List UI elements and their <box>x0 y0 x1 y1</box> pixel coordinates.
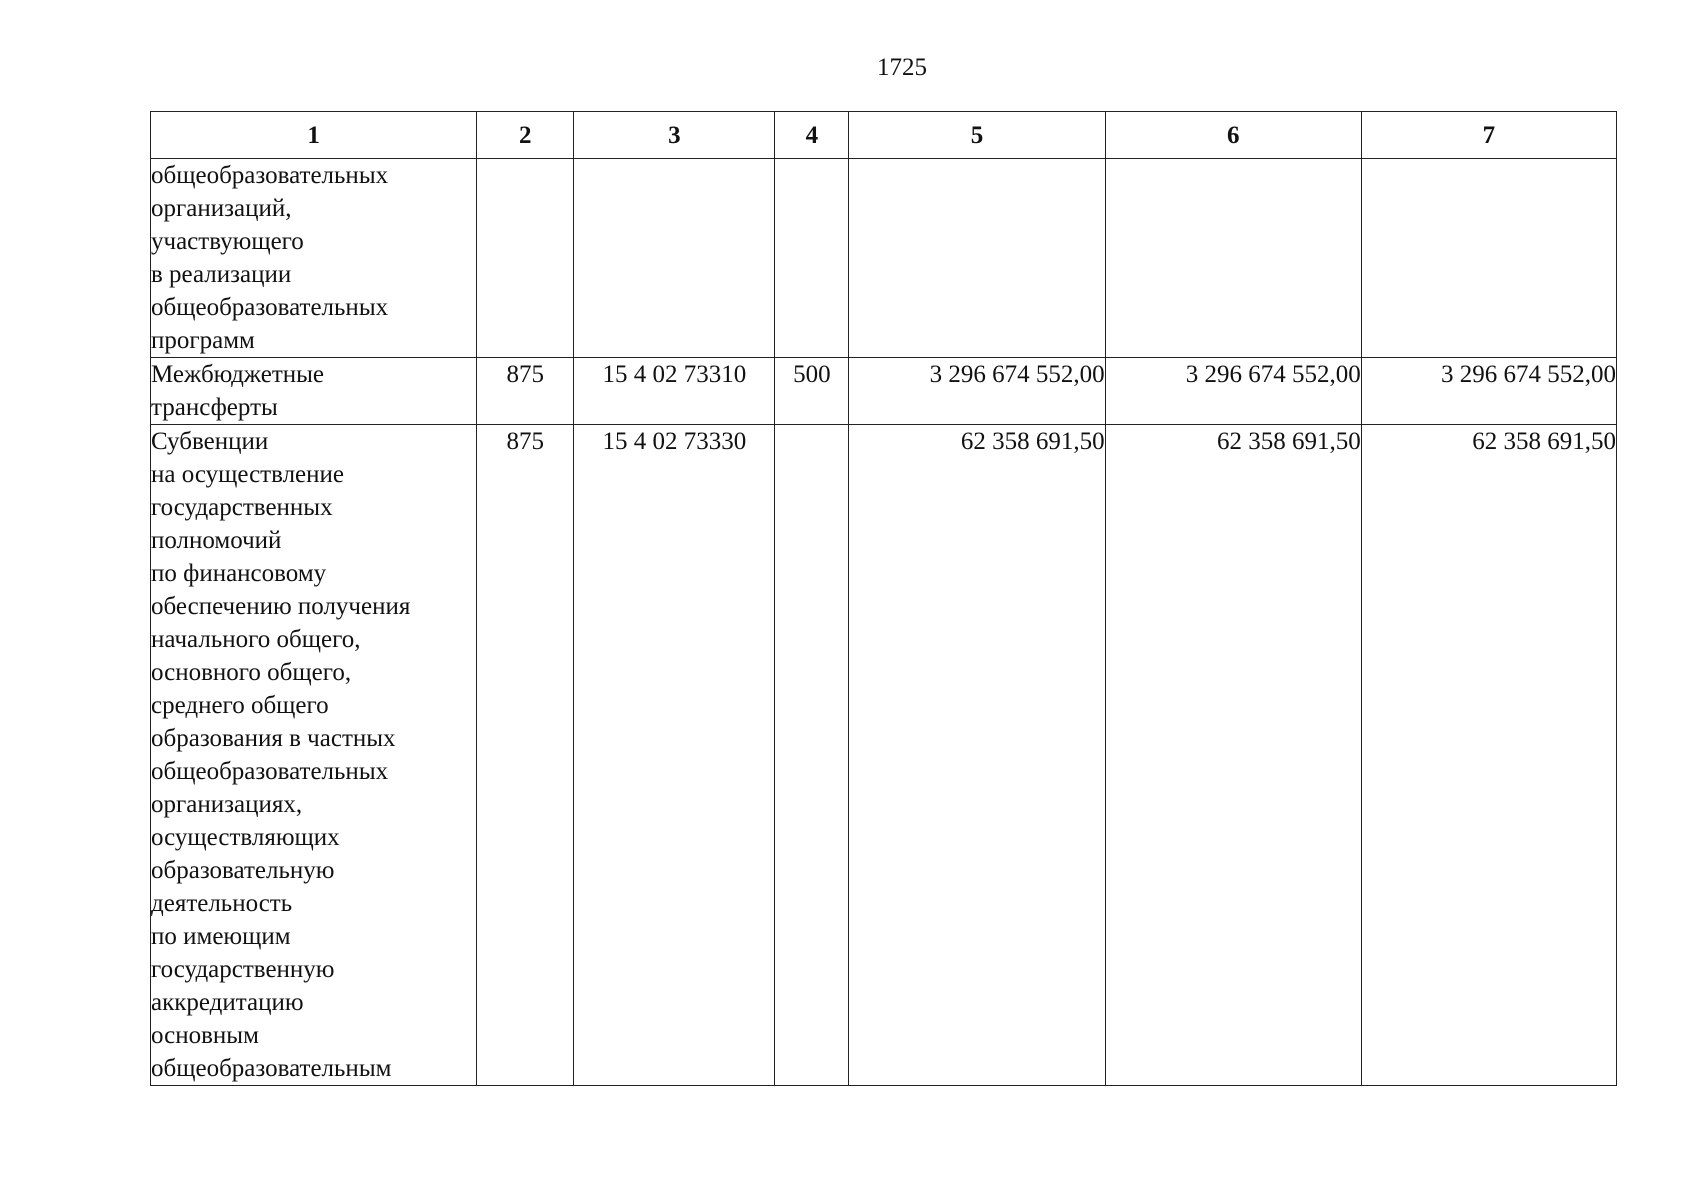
row-col-2: 875 <box>477 425 574 1086</box>
row-col-4: 500 <box>775 358 849 425</box>
row-col-6: 62 358 691,50 <box>1105 425 1361 1086</box>
row-col-4 <box>775 159 849 358</box>
row-col-6: 3 296 674 552,00 <box>1105 358 1361 425</box>
row-col-2: 875 <box>477 358 574 425</box>
header-col-2: 2 <box>477 112 574 159</box>
row-col-7: 3 296 674 552,00 <box>1361 358 1616 425</box>
header-col-5: 5 <box>849 112 1105 159</box>
header-col-7: 7 <box>1361 112 1616 159</box>
row-col-3: 15 4 02 73310 <box>574 358 775 425</box>
table-row <box>151 358 1617 425</box>
budget-table <box>150 111 1617 1086</box>
row-name: общеобразовательных организаций, участвующего в реализации общеобразовательных программ <box>151 159 477 358</box>
row-col-2 <box>477 159 574 358</box>
row-name: Субвенции на осуществление государственных полномочий по финансовому обеспечению получения начального общего, основного общего, среднего общего образования в частных общеобразовательных организациях, осуществляющих образовательную деятельность по имеющим государственную аккредитацию основным общеобразовательным <box>151 425 477 1086</box>
header-col-4: 4 <box>775 112 849 159</box>
row-col-5: 3 296 674 552,00 <box>849 358 1105 425</box>
row-col-7: 62 358 691,50 <box>1361 425 1616 1086</box>
header-col-3: 3 <box>574 112 775 159</box>
row-col-4 <box>775 425 849 1086</box>
row-col-5 <box>849 159 1105 358</box>
header-col-1: 1 <box>151 112 477 159</box>
row-name: Межбюджетные трансферты <box>151 358 477 425</box>
page-number: 1725 <box>877 54 927 81</box>
row-col-3: 15 4 02 73330 <box>574 425 775 1086</box>
row-col-7 <box>1361 159 1616 358</box>
table-row <box>151 159 1617 358</box>
row-col-5: 62 358 691,50 <box>849 425 1105 1086</box>
row-col-3 <box>574 159 775 358</box>
header-col-6: 6 <box>1105 112 1361 159</box>
row-col-6 <box>1105 159 1361 358</box>
table-row <box>151 425 1617 1086</box>
header-row <box>151 112 1617 159</box>
